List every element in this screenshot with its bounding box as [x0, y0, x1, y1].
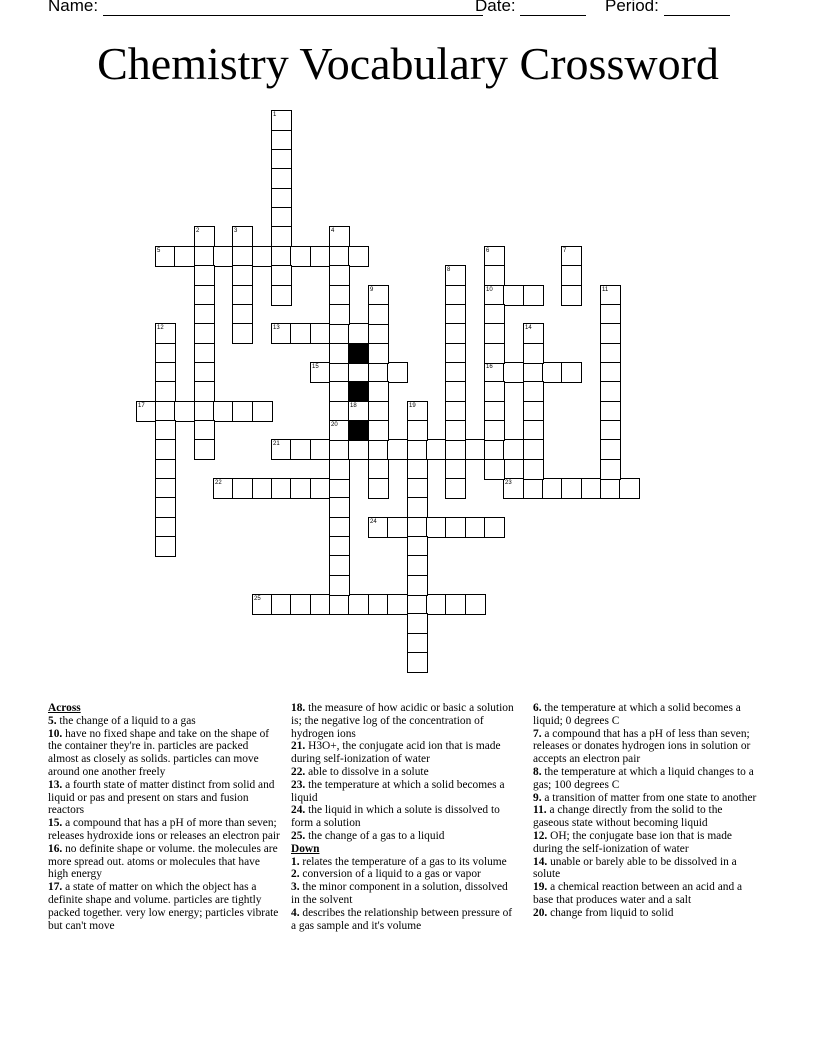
clue-number: 10	[486, 287, 493, 293]
grid-cell[interactable]	[407, 478, 428, 499]
grid-cell[interactable]	[503, 285, 524, 306]
clue-item-number: 13.	[48, 778, 63, 791]
clues-column-2	[291, 702, 517, 932]
clue-item-number: 21.	[291, 740, 306, 753]
grid-cell[interactable]	[329, 459, 350, 480]
grid-cell[interactable]	[445, 304, 466, 325]
grid-cell[interactable]	[271, 285, 292, 306]
clue-item	[48, 817, 280, 843]
grid-cell[interactable]	[503, 439, 524, 460]
grid-cell[interactable]	[387, 439, 408, 460]
clue-item-number: 17.	[48, 881, 63, 894]
clue-item	[48, 881, 280, 932]
clue-item-number: 14.	[533, 855, 548, 868]
grid-cell[interactable]	[445, 478, 466, 499]
clue-item	[291, 766, 517, 779]
grid-cell[interactable]	[155, 439, 176, 460]
clue-item-number: 8.	[533, 765, 542, 778]
grid-cell[interactable]	[600, 362, 621, 383]
clue-item-text: OH; the conjugate base ion that is made during the self-ionization of water	[533, 829, 732, 855]
clues-column-1	[48, 702, 280, 932]
clue-item-text: the change of a liquid to a gas	[56, 714, 196, 727]
grid-cell[interactable]	[348, 439, 369, 460]
across-clue-list-continued	[291, 702, 517, 843]
grid-cell[interactable]	[523, 478, 544, 499]
grid-cell[interactable]	[407, 420, 428, 441]
grid-cell[interactable]	[445, 362, 466, 383]
clue-item-text: relates the temperature of a gas to its volume	[299, 855, 507, 868]
grid-cell[interactable]	[194, 323, 215, 344]
grid-cell[interactable]	[445, 517, 466, 538]
grid-cell[interactable]	[310, 439, 331, 460]
grid-cell[interactable]	[426, 439, 447, 460]
grid-cell[interactable]	[407, 575, 428, 596]
grid-cell[interactable]	[271, 594, 292, 615]
grid-cell[interactable]	[600, 304, 621, 325]
grid-cell[interactable]	[484, 459, 505, 480]
clue-item-number: 2.	[291, 868, 300, 881]
grid-cell[interactable]	[194, 362, 215, 383]
clue-item-text: a transition of matter from one state to another	[541, 791, 757, 804]
grid-cell[interactable]	[581, 478, 602, 499]
grid-cell[interactable]	[407, 497, 428, 518]
clue-item-number: 11.	[533, 804, 547, 817]
grid-cell[interactable]	[600, 478, 621, 499]
grid-cell[interactable]	[252, 478, 273, 499]
clue-item-text: the measure of how acidic or basic a solution is; the negative log of the concentration of hydrogen ions	[291, 702, 514, 740]
grid-cell[interactable]	[407, 459, 428, 480]
grid-cell[interactable]	[368, 304, 389, 325]
clue-item	[533, 766, 761, 792]
clue-item-text: able to dissolve in a solute	[305, 765, 429, 778]
grid-cell[interactable]	[348, 323, 369, 344]
grid-cell[interactable]	[368, 439, 389, 460]
grid-cell[interactable]	[232, 323, 253, 344]
grid-cell[interactable]	[368, 362, 389, 383]
clue-item	[48, 715, 280, 728]
grid-cell[interactable]	[445, 439, 466, 460]
grid-cell[interactable]	[368, 459, 389, 480]
down-heading: Down	[291, 842, 320, 855]
grid-cell[interactable]	[523, 343, 544, 364]
grid-cell[interactable]	[484, 401, 505, 422]
grid-cell[interactable]	[542, 478, 563, 499]
clue-item-number: 24.	[291, 804, 306, 817]
grid-cell[interactable]	[329, 439, 350, 460]
down-clue-list-continued	[533, 702, 761, 920]
grid-cell[interactable]	[329, 536, 350, 557]
grid-cell[interactable]	[329, 246, 350, 267]
grid-cell[interactable]	[252, 246, 273, 267]
grid-cell[interactable]	[445, 343, 466, 364]
clue-item-text: a change directly from the solid to the gaseous state without becoming liquid	[533, 804, 723, 830]
grid-cell[interactable]	[368, 420, 389, 441]
down-clue-list	[291, 856, 517, 933]
clue-item	[533, 792, 761, 805]
clue-item-text: the temperature at which a liquid changes to a gas; 100 degrees C	[533, 765, 754, 791]
grid-cell[interactable]	[329, 478, 350, 499]
grid-cell[interactable]	[213, 401, 234, 422]
grid-cell[interactable]	[155, 459, 176, 480]
clue-item	[291, 830, 517, 843]
clue-item-number: 1.	[291, 855, 300, 868]
clue-item-number: 23.	[291, 778, 306, 791]
grid-cell[interactable]	[407, 517, 428, 538]
grid-cell[interactable]	[194, 304, 215, 325]
grid-cell[interactable]	[484, 304, 505, 325]
clue-item-number: 10.	[48, 727, 63, 740]
clue-item	[48, 728, 280, 779]
clue-item	[533, 907, 761, 920]
clue-item	[291, 740, 517, 766]
grid-cell[interactable]	[523, 459, 544, 480]
black-cell	[348, 381, 369, 402]
clue-number: 7	[563, 248, 567, 254]
grid-cell[interactable]	[561, 265, 582, 286]
grid-cell[interactable]	[348, 594, 369, 615]
clue-item	[291, 881, 517, 907]
grid-cell[interactable]	[271, 168, 292, 189]
grid-cell[interactable]	[310, 246, 331, 267]
clue-item	[291, 856, 517, 869]
clue-number: 19	[409, 403, 416, 409]
grid-cell[interactable]	[445, 459, 466, 480]
clue-number: 23	[505, 480, 512, 486]
clue-item-number: 18.	[291, 702, 306, 714]
clue-item-number: 22.	[291, 765, 306, 778]
grid-cell[interactable]	[368, 343, 389, 364]
clue-item-number: 6.	[533, 702, 542, 714]
grid-cell[interactable]	[465, 517, 486, 538]
grid-cell[interactable]	[561, 478, 582, 499]
grid-cell[interactable]	[407, 652, 428, 673]
grid-cell[interactable]	[155, 420, 176, 441]
grid-cell[interactable]	[271, 246, 292, 267]
grid-cell[interactable]	[329, 265, 350, 286]
grid-cell[interactable]	[465, 439, 486, 460]
grid-cell[interactable]	[407, 536, 428, 557]
grid-cell[interactable]	[407, 594, 428, 615]
name-label: Name:	[48, 0, 99, 15]
clue-number: 1	[273, 112, 277, 118]
grid-cell[interactable]	[600, 420, 621, 441]
grid-cell[interactable]	[194, 285, 215, 306]
grid-cell[interactable]	[368, 478, 389, 499]
clue-number: 24	[370, 519, 377, 525]
grid-cell[interactable]	[290, 323, 311, 344]
grid-cell[interactable]	[194, 439, 215, 460]
clue-item-text: a compound that has a pH of less than seven; releases or donates hydrogen ions in solution or accepts an electron pair	[533, 727, 751, 766]
clue-number: 15	[312, 364, 319, 370]
clue-item-number: 25.	[291, 829, 306, 842]
grid-cell[interactable]	[600, 343, 621, 364]
grid-cell[interactable]	[155, 343, 176, 364]
clues-column-3	[533, 702, 761, 920]
clue-number: 17	[138, 403, 145, 409]
clue-item-text: no definite shape or volume. the molecules are more spread out. atoms or molecules that have high energy	[48, 842, 278, 881]
grid-cell[interactable]	[252, 401, 273, 422]
grid-cell[interactable]	[194, 246, 215, 267]
clue-number: 21	[273, 441, 280, 447]
clue-item	[291, 868, 517, 881]
date-label: Date:	[475, 0, 516, 15]
grid-cell[interactable]	[329, 323, 350, 344]
period-label: Period:	[605, 0, 659, 15]
clue-number: 22	[215, 480, 222, 486]
clue-item-text: the temperature at which a solid becomes a liquid	[291, 778, 505, 804]
grid-cell[interactable]	[271, 188, 292, 209]
clue-number: 11	[602, 287, 609, 293]
grid-cell[interactable]	[194, 420, 215, 441]
grid-cell[interactable]	[348, 362, 369, 383]
clue-number: 14	[525, 325, 532, 331]
clue-number: 5	[157, 248, 161, 254]
clue-item-text: the liquid in which a solute is dissolved to form a solution	[291, 804, 500, 830]
grid-cell[interactable]	[155, 497, 176, 518]
clue-item-number: 7.	[533, 727, 542, 740]
grid-cell[interactable]	[600, 401, 621, 422]
grid-cell[interactable]	[368, 401, 389, 422]
grid-cell[interactable]	[445, 594, 466, 615]
clue-item	[291, 907, 517, 933]
grid-cell[interactable]	[290, 246, 311, 267]
clue-item-number: 15.	[48, 817, 63, 830]
grid-cell[interactable]	[310, 478, 331, 499]
clue-item-text: H3O+, the conjugate acid ion that is made during self-ionization of water	[291, 740, 501, 766]
grid-cell[interactable]	[194, 401, 215, 422]
grid-cell[interactable]	[484, 439, 505, 460]
grid-cell[interactable]	[329, 555, 350, 576]
clue-number: 2	[196, 228, 200, 234]
clue-item-number: 5.	[48, 714, 57, 727]
grid-cell[interactable]	[329, 575, 350, 596]
grid-cell[interactable]	[290, 594, 311, 615]
grid-cell[interactable]	[600, 459, 621, 480]
grid-cell[interactable]	[484, 381, 505, 402]
clue-item-text: have no fixed shape and take on the shape of the container they're in. particles are packed almost as closely as solids. particles can move around one another freely	[48, 727, 270, 778]
clue-item	[291, 779, 517, 805]
grid-cell[interactable]	[194, 265, 215, 286]
grid-cell[interactable]	[155, 401, 176, 422]
grid-cell[interactable]	[271, 149, 292, 170]
clue-item-text: a chemical reaction between an acid and a base that produces water and a salt	[533, 881, 743, 906]
grid-cell[interactable]	[213, 246, 234, 267]
grid-cell[interactable]	[523, 439, 544, 460]
grid-cell[interactable]	[329, 594, 350, 615]
clue-item-number: 9.	[533, 791, 542, 804]
grid-cell[interactable]	[484, 517, 505, 538]
clue-item-number: 4.	[291, 906, 300, 919]
clue-number: 3	[234, 228, 238, 234]
grid-cell[interactable]	[329, 285, 350, 306]
grid-cell[interactable]	[561, 285, 582, 306]
grid-cell[interactable]	[194, 343, 215, 364]
grid-cell[interactable]	[174, 401, 195, 422]
across-clue-list	[48, 715, 280, 933]
grid-cell[interactable]	[368, 323, 389, 344]
grid-cell[interactable]	[561, 362, 582, 383]
clue-item-text: change from liquid to solid	[547, 906, 674, 919]
clue-number: 20	[331, 422, 338, 428]
grid-cell[interactable]	[348, 246, 369, 267]
clue-number: 6	[486, 248, 490, 254]
clue-item-number: 20.	[533, 906, 548, 919]
grid-cell[interactable]	[542, 362, 563, 383]
grid-cell[interactable]	[155, 478, 176, 499]
grid-cell[interactable]	[407, 555, 428, 576]
grid-cell[interactable]	[387, 362, 408, 383]
grid-cell[interactable]	[271, 226, 292, 247]
grid-cell[interactable]	[503, 362, 524, 383]
clue-item-number: 12.	[533, 829, 548, 842]
grid-cell[interactable]	[600, 381, 621, 402]
grid-cell[interactable]	[407, 613, 428, 634]
grid-cell[interactable]	[329, 304, 350, 325]
grid-cell[interactable]	[155, 517, 176, 538]
grid-cell[interactable]	[368, 381, 389, 402]
clue-item	[533, 830, 761, 856]
clue-item	[533, 881, 761, 907]
clue-number: 8	[447, 267, 451, 273]
grid-cell[interactable]	[368, 594, 389, 615]
grid-cell[interactable]	[155, 536, 176, 557]
grid-cell[interactable]	[232, 478, 253, 499]
clue-number: 13	[273, 325, 280, 331]
grid-cell[interactable]	[271, 130, 292, 151]
clue-item-text: conversion of a liquid to a gas or vapor	[299, 868, 481, 881]
clue-number: 18	[350, 403, 357, 409]
grid-cell[interactable]	[271, 265, 292, 286]
page-title: Chemistry Vocabulary Crossword	[97, 38, 719, 89]
grid-cell[interactable]	[426, 517, 447, 538]
clue-number: 16	[486, 364, 493, 370]
clue-item-text: unable or barely able to be dissolved in a solute	[533, 855, 737, 881]
grid-cell[interactable]	[232, 401, 253, 422]
clue-item	[533, 728, 761, 766]
clue-item-number: 3.	[291, 881, 300, 894]
clue-number: 25	[254, 596, 261, 602]
grid-cell[interactable]	[445, 285, 466, 306]
clue-item	[533, 804, 761, 830]
clue-item	[291, 702, 517, 740]
grid-cell[interactable]	[194, 381, 215, 402]
grid-cell[interactable]	[600, 323, 621, 344]
grid-cell[interactable]	[445, 401, 466, 422]
grid-cell[interactable]	[445, 381, 466, 402]
clue-item	[48, 779, 280, 817]
grid-cell[interactable]	[407, 633, 428, 654]
grid-cell[interactable]	[271, 478, 292, 499]
grid-cell[interactable]	[232, 246, 253, 267]
grid-cell[interactable]	[310, 323, 331, 344]
grid-cell[interactable]	[445, 420, 466, 441]
grid-cell[interactable]	[232, 304, 253, 325]
grid-cell[interactable]	[484, 343, 505, 364]
grid-cell[interactable]	[329, 343, 350, 364]
clue-item	[533, 702, 761, 728]
grid-cell[interactable]	[484, 323, 505, 344]
clue-item	[533, 856, 761, 882]
clue-number: 12	[157, 325, 164, 331]
grid-cell[interactable]	[619, 478, 640, 499]
grid-cell[interactable]	[310, 594, 331, 615]
grid-cell[interactable]	[174, 246, 195, 267]
grid-cell[interactable]	[523, 420, 544, 441]
clue-item-number: 19.	[533, 881, 548, 894]
grid-cell[interactable]	[329, 401, 350, 422]
grid-cell[interactable]	[484, 265, 505, 286]
grid-cell[interactable]	[155, 362, 176, 383]
clue-number: 4	[331, 228, 335, 234]
grid-cell[interactable]	[329, 362, 350, 383]
grid-cell[interactable]	[290, 439, 311, 460]
black-cell	[348, 343, 369, 364]
grid-cell[interactable]	[523, 401, 544, 422]
grid-cell[interactable]	[445, 323, 466, 344]
grid-cell[interactable]	[232, 265, 253, 286]
clue-item	[48, 843, 280, 881]
grid-cell[interactable]	[329, 497, 350, 518]
grid-cell[interactable]	[329, 517, 350, 538]
clue-item-text: describes the relationship between pressure of a gas sample and it's volume	[291, 906, 513, 932]
grid-cell[interactable]	[523, 285, 544, 306]
clue-item-text: a fourth state of matter distinct from solid and liquid or pas and present on stars and fusion reactors	[48, 778, 275, 817]
grid-cell[interactable]	[484, 420, 505, 441]
clue-number: 9	[370, 287, 374, 293]
clue-item-text: the temperature at which a solid becomes a liquid; 0 degrees C	[533, 702, 741, 727]
grid-cell[interactable]	[271, 207, 292, 228]
black-cell	[348, 420, 369, 441]
clue-item-text: the minor component in a solution, dissolved in the solvent	[291, 881, 508, 906]
grid-cell[interactable]	[155, 381, 176, 402]
clue-item	[291, 804, 517, 830]
grid-cell[interactable]	[387, 517, 408, 538]
grid-cell[interactable]	[523, 362, 544, 383]
grid-cell[interactable]	[232, 285, 253, 306]
clue-item-number: 16.	[48, 842, 63, 855]
clue-item-text: a state of matter on which the object has a definite shape and volume. particles are tightly packed together. very low energy; particles vibrate but can't move	[48, 881, 279, 932]
grid-cell[interactable]	[600, 439, 621, 460]
grid-cell[interactable]	[426, 594, 447, 615]
clue-item-text: a compound that has a pH of more than seven; releases hydroxide ions or releases an electron pair	[48, 817, 280, 842]
grid-cell[interactable]	[523, 381, 544, 402]
grid-cell[interactable]	[465, 594, 486, 615]
grid-cell[interactable]	[329, 381, 350, 402]
clue-item-text: the change of a gas to a liquid	[305, 829, 445, 842]
grid-cell[interactable]	[290, 478, 311, 499]
grid-cell[interactable]	[407, 439, 428, 460]
across-heading: Across	[48, 702, 81, 714]
grid-cell[interactable]	[387, 594, 408, 615]
